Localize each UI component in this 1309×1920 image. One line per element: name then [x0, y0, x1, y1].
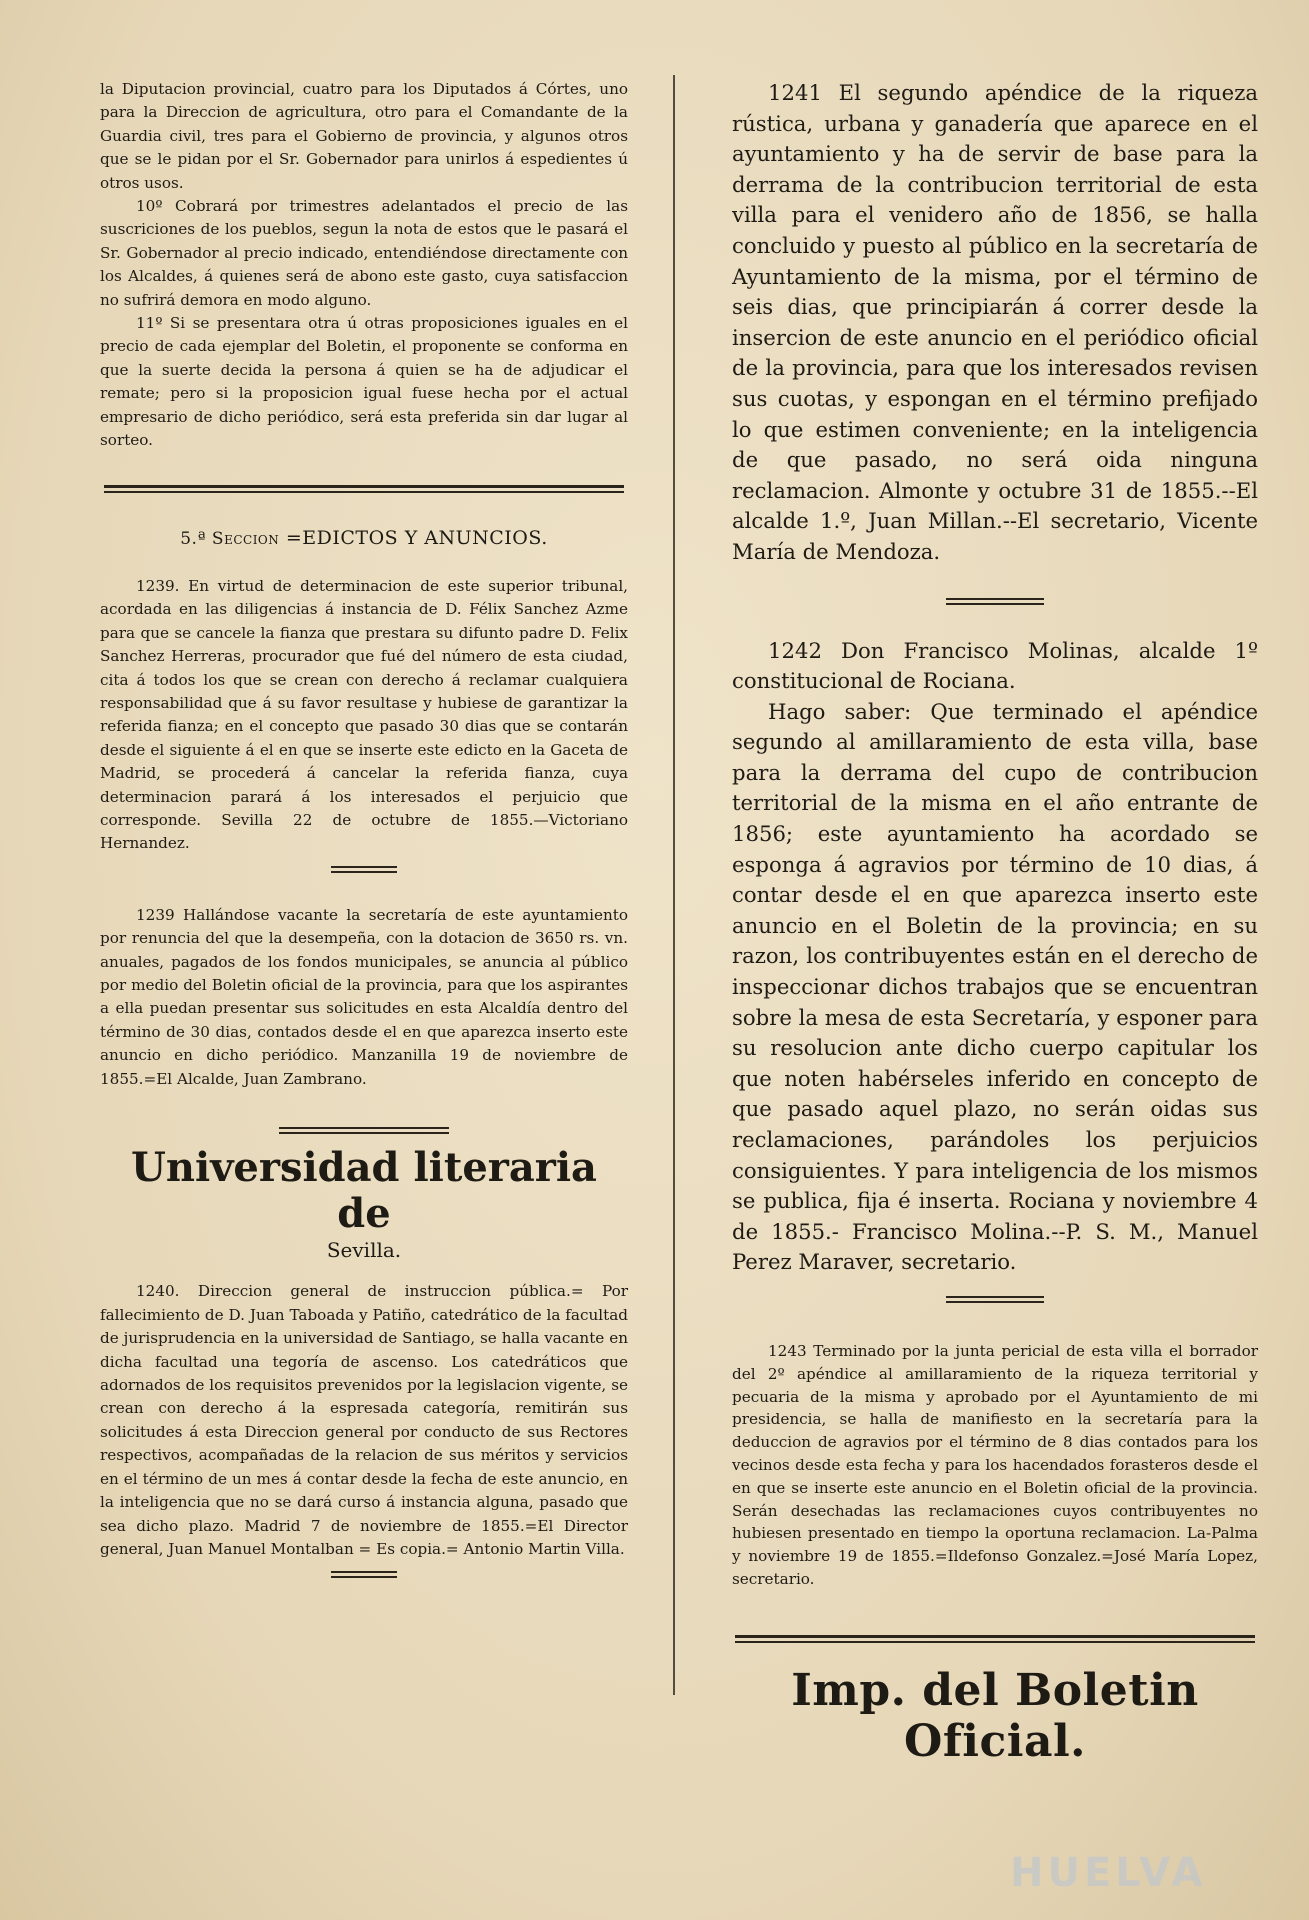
paragraph-continuation: la Diputacion provincial, cuatro para los Diputados á Córtes, uno para la Direccion de agricultura, otro para el Comandante de la Guardia civil, tres para el Gobierno de provincia, y algunos otros que se le pidan por el Sr. Gobernador para unirlos á espedientes ú otros usos.: [100, 80, 628, 192]
notice-1239-a: 1239. En virtud de determinacion de este superior tribunal, acordada en las diligencias á instancia de D. Félix Sanchez Azme para que se cancele la fianza que prestara su difunto padre D. Felix Sanchez Herreras, procurador que fué del número de esta ciudad, cita á todos los que se crean con derecho á reclamar cualquiera responsabilidad que á su favor resultase y hubiese de garantizar la referida fianza; en el concepto que pasado 30 dias que se contarán desde el siguiente á el en que se inserte este edicto en la Gaceta de Madrid, se procederá á cancelar la referida fianza, cuya determinacion parará á los interesados el perjuicio que corresponde. Sevilla 22 de octubre de 1855.—Victoriano Hernandez.: [100, 576, 628, 853]
notice-1243: 1243 Terminado por la junta pericial de esta villa el borrador del 2º apéndice al amillaramiento de la riqueza territorial y pecuaria de la misma y aprobado por el Ayuntamiento de mi presidencia, se halla de manifiesto en la secretaría para la deduccion de agravios por el término de 8 dias contados para los vecinos desde esta fecha y para los hacendados forasteros desde el en que se inserte este anuncio en el Boletin oficial de la provincia. Serán desechadas las reclamaciones cuyos contribuyentes no hubiesen presentado en tiempo la oportuna reclamacion. La-Palma y noviembre 19 de 1855.=Ildefonso Gonzalez.=José María Lopez, secretario.: [732, 1341, 1258, 1588]
section-label: 5.ª Seccion: [180, 528, 280, 549]
notice-1242-body: Hago saber: Que terminado el apéndice segundo al amillaramiento de esta villa, base para la derrama del cupo de contribucion territorial de la misma en el año entrante de 1856; este ayuntamiento ha acordado se esponga á agravios por término de 10 dias, á contar desde el en que aparezca inserto este anuncio en el Boletin de la provincia; en su razon, los contribuyentes están en el derecho de inspeccionar dichos trabajos que se encuentran sobre la mesa de esta Secretaría, y esponer para su resolucion ante dicho cuerpo capitular los que noten habérseles inferido en concepto de que pasado aquel plazo, no serán oidas sus reclamaciones, parándoles los perjuicios consiguientes. Y para inteligencia de los mismos se publica, fija é inserta. Rociana y noviembre 4 de 1855.- Francisco Molina.--P. S. M., Manuel Perez Maraver, secretario.: [732, 698, 1258, 1275]
notice-separator: [946, 1296, 1044, 1304]
closing-separator: [735, 1635, 1255, 1645]
left-column: [100, 78, 628, 1579]
notice-1241: 1241 El segundo apéndice de la riqueza rústica, urbana y ganadería que aparece en el ayuntamiento y ha de servir de base para la derrama de la contribucion territorial de esta villa para el venidero año de 1856, se halla concluido y puesto al público en la secretaría de Ayuntamiento de la misma, por el término de seis dias, que principiarán á correr desde la insercion de este anuncio en el periódico oficial de la provincia, para que los interesados revisen sus cuotas, y espongan en el término prefijado lo que estimen conveniente; en la inteligencia de que pasado, no será oida ninguna reclamacion. Almonte y octubre 31 de 1855.--El alcalde 1.º, Juan Millan.--El secretario, Vicente María de Mendoza.: [732, 80, 1258, 564]
column-divider: [673, 75, 675, 1695]
notice-separator: [279, 1127, 449, 1135]
notice-separator: [331, 866, 397, 874]
notice-1240: 1240. Direccion general de instruccion pública.= Por fallecimiento de D. Juan Taboada y Patiño, catedrático de la facultad de jurisprudencia en la universidad de Santiago, se halla vacante en dicha facultad una tegoría de ascenso. Los catedráticos que adornados de los requisitos prevenidos por la legislacion vigente, se crean con derecho á la espresada categoría, remitirán sus solicitudes á esta Direccion general por conducto de sus Rectores respectivos, acompañadas de la relacion de sus méritos y servicios en el término de un mes á contar desde la fecha de este anuncio, en la inteligencia que no se dará curso á instancia alguna, pasado que sea dicho plazo. Madrid 7 de noviembre de 1855.=El Director general, Juan Manuel Montalban = Es copia.= Antonio Martin Villa.: [100, 1282, 628, 1558]
section-separator: [104, 485, 624, 495]
archive-watermark: HUELVA: [1010, 1850, 1207, 1896]
right-column: [732, 78, 1258, 1767]
notice-separator: [331, 1571, 397, 1579]
notice-1242-heading: 1242 Don Francisco Molinas, alcalde 1º constitucional de Rociana.: [732, 637, 1258, 694]
notice-1239-b: 1239 Hallándose vacante la secretaría de este ayuntamiento por renuncia del que la desempeña, con la dotacion de 3650 rs. vn. anuales, pagados de los fondos municipales, se anuncia al público por medio del Boletin oficial de la provincia, para que los aspirantes a ella puedan presentar sus solicitudes en esta Alcaldía dentro del término de 30 dias, contados desde el en que aparezca inserto este anuncio en dicho periódico. Manzanilla 19 de noviembre de 1855.=El Alcalde, Juan Zambrano.: [100, 905, 628, 1088]
section-heading: [100, 527, 628, 551]
paragraph-11: 11º Si se presentara otra ú otras proposiciones iguales en el precio de cada ejemplar del Boletin, el proponente se conforma en que la suerte decida la persona á quien se ha de adjudicar el remate; pero si la proposicion igual fuese hecha por el actual empresario de dicho periódico, será esta preferida sin dar lugar al sorteo.: [100, 314, 628, 450]
paragraph-10: 10º Cobrará por trimestres adelantados el precio de las suscriciones de los pueblos, segun la nota de estos que le pasará el Sr. Gobernador al precio indicado, entendiéndose directamente con los Alcaldes, á quienes será de abono este gasto, cuya satisfaccion no sufrirá demora en modo alguno.: [100, 197, 628, 309]
notice-separator: [946, 598, 1044, 606]
university-title: Universidad literaria de: [131, 1144, 597, 1238]
section-title: =EDICTOS Y ANUNCIOS.: [285, 526, 548, 549]
university-subtitle: Sevilla.: [326, 1238, 402, 1263]
printer-imprint: Imp. del Boletin Oficial.: [791, 1664, 1199, 1767]
